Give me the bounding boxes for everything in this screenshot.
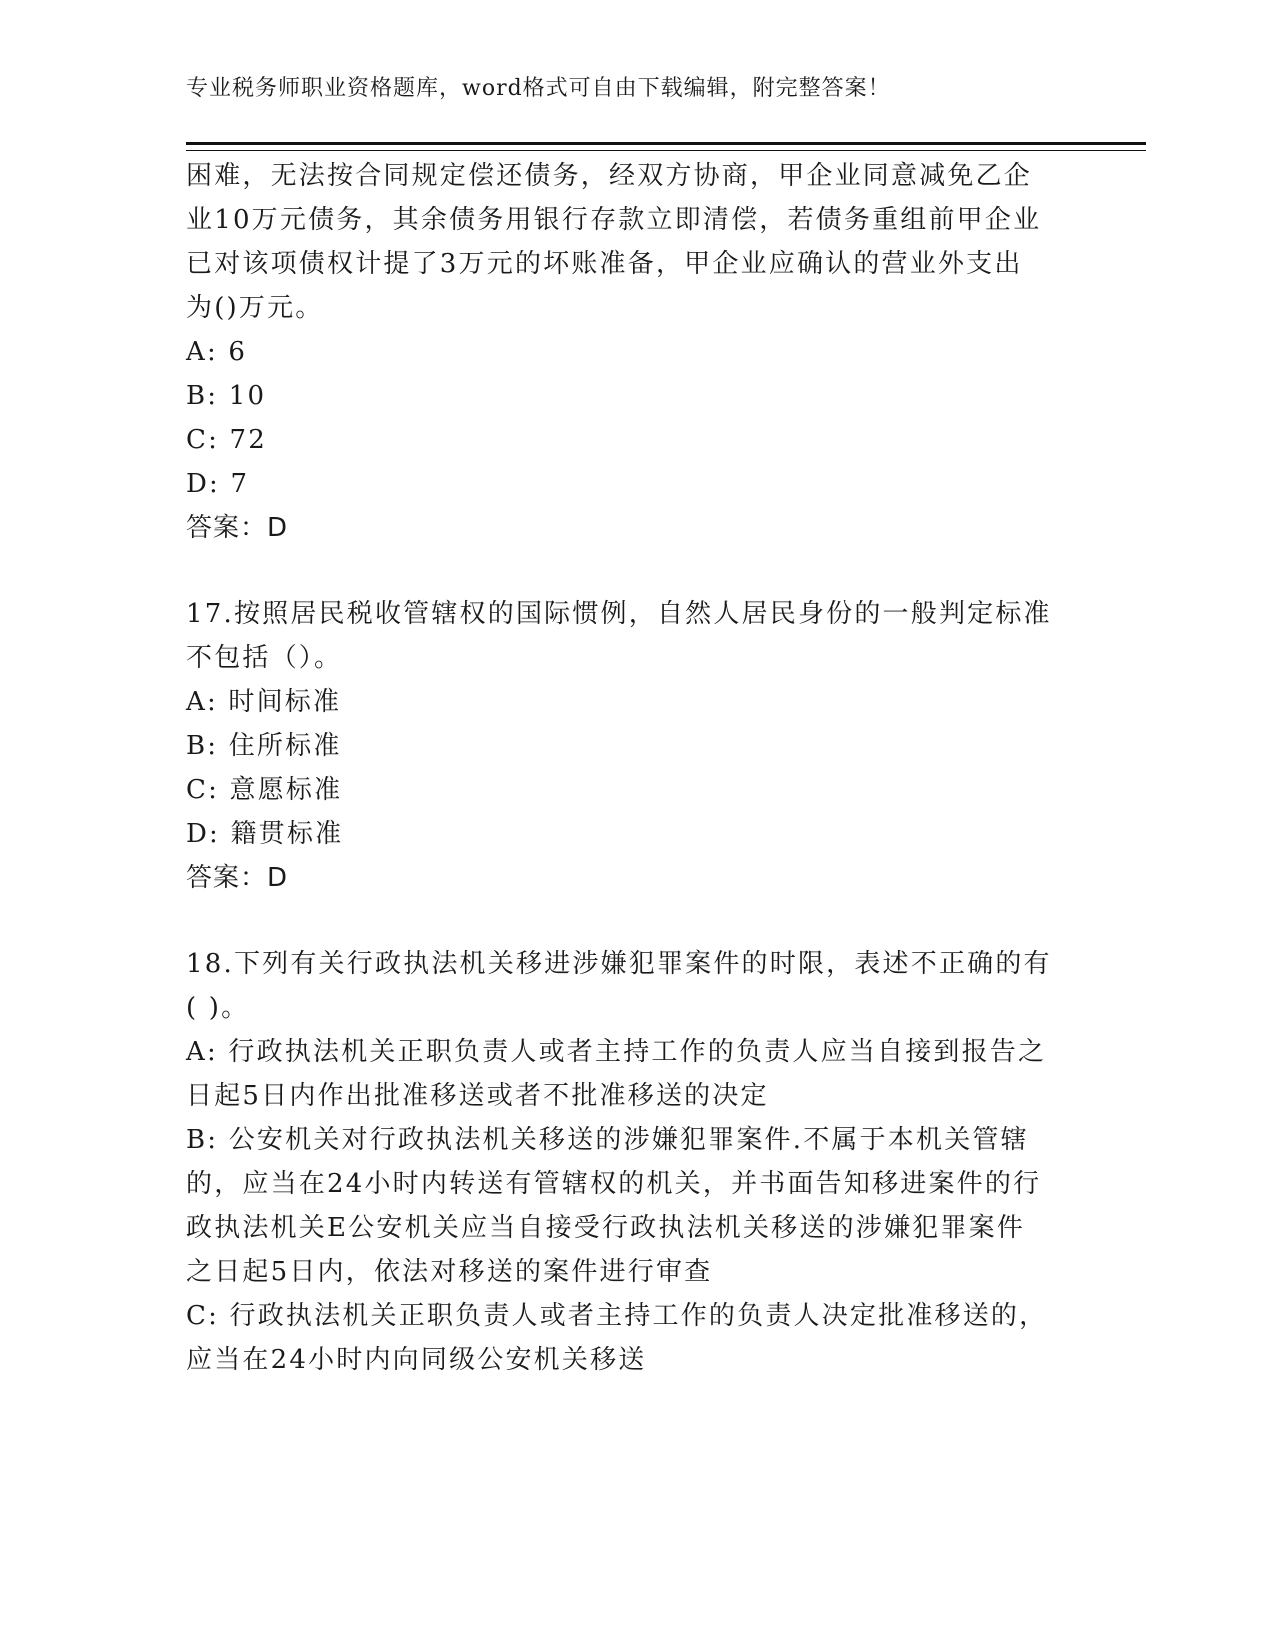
question-17-line-1: 17.按照居民税收管辖权的国际惯例，自然人居民身份的一般判定标准 — [186, 599, 1052, 629]
question-18-option-b-line-2: 的，应当在24小时内转送有管辖权的机关，并书面告知移进案件的行 — [186, 1169, 1042, 1199]
question-18-line-2: ( )。 — [186, 993, 250, 1023]
question-18-option-a-line-1: A: 行政执法机关正职负责人或者主持工作的负责人应当自接到报告之 — [186, 1037, 1047, 1067]
question-18-line-1: 18.下列有关行政执法机关移进涉嫌犯罪案件的时限，表述不正确的有 — [186, 949, 1052, 979]
question-17-option-a: A: 时间标准 — [186, 687, 342, 717]
question-16-answer: 答案：D — [186, 513, 289, 543]
question-17-option-d: D: 籍贯标准 — [186, 819, 344, 849]
question-17-option-c: C: 意愿标准 — [186, 775, 343, 805]
question-16-line-1: 困难，无法按合同规定偿还债务，经双方协商，甲企业同意减免乙企 — [186, 161, 1033, 191]
question-17-line-2: 不包括（）。 — [186, 643, 343, 673]
header-divider-thin — [186, 150, 1146, 151]
question-16-line-4: 为()万元。 — [186, 293, 324, 323]
header-title: 专业税务师职业资格题库，word格式可自由下载编辑，附完整答案！ — [186, 76, 891, 101]
question-18-option-b-line-3: 政执法机关E公安机关应当自接受行政执法机关移送的涉嫌犯罪案件 — [186, 1213, 1025, 1243]
question-16-option-b: B: 10 — [186, 381, 267, 411]
header-divider-thick — [186, 142, 1146, 145]
question-17-answer: 答案：D — [186, 863, 289, 893]
question-18-option-c-line-1: C: 行政执法机关正职负责人或者主持工作的负责人决定批准移送的， — [186, 1301, 1048, 1331]
question-16-option-a: A: 6 — [186, 337, 248, 367]
question-16-option-d: D: 7 — [186, 469, 250, 499]
question-18-option-c-line-2: 应当在24小时内向同级公安机关移送 — [186, 1345, 647, 1375]
question-18-option-a-line-2: 日起5日内作出批准移送或者不批准移送的决定 — [186, 1081, 769, 1111]
question-18-option-b-line-4: 之日起5日内，依法对移送的案件进行审查 — [186, 1257, 713, 1287]
question-16-option-c: C: 72 — [186, 425, 268, 455]
question-16-line-2: 业10万元债务，其余债务用银行存款立即清偿，若债务重组前甲企业 — [186, 205, 1042, 235]
question-18-option-b-line-1: B: 公安机关对行政执法机关移送的涉嫌犯罪案件.不属于本机关管辖 — [186, 1125, 1029, 1155]
question-17-option-b: B: 住所标准 — [186, 731, 342, 761]
question-16-line-3: 已对该项债权计提了3万元的坏账准备，甲企业应确认的营业外支出 — [186, 249, 1023, 279]
